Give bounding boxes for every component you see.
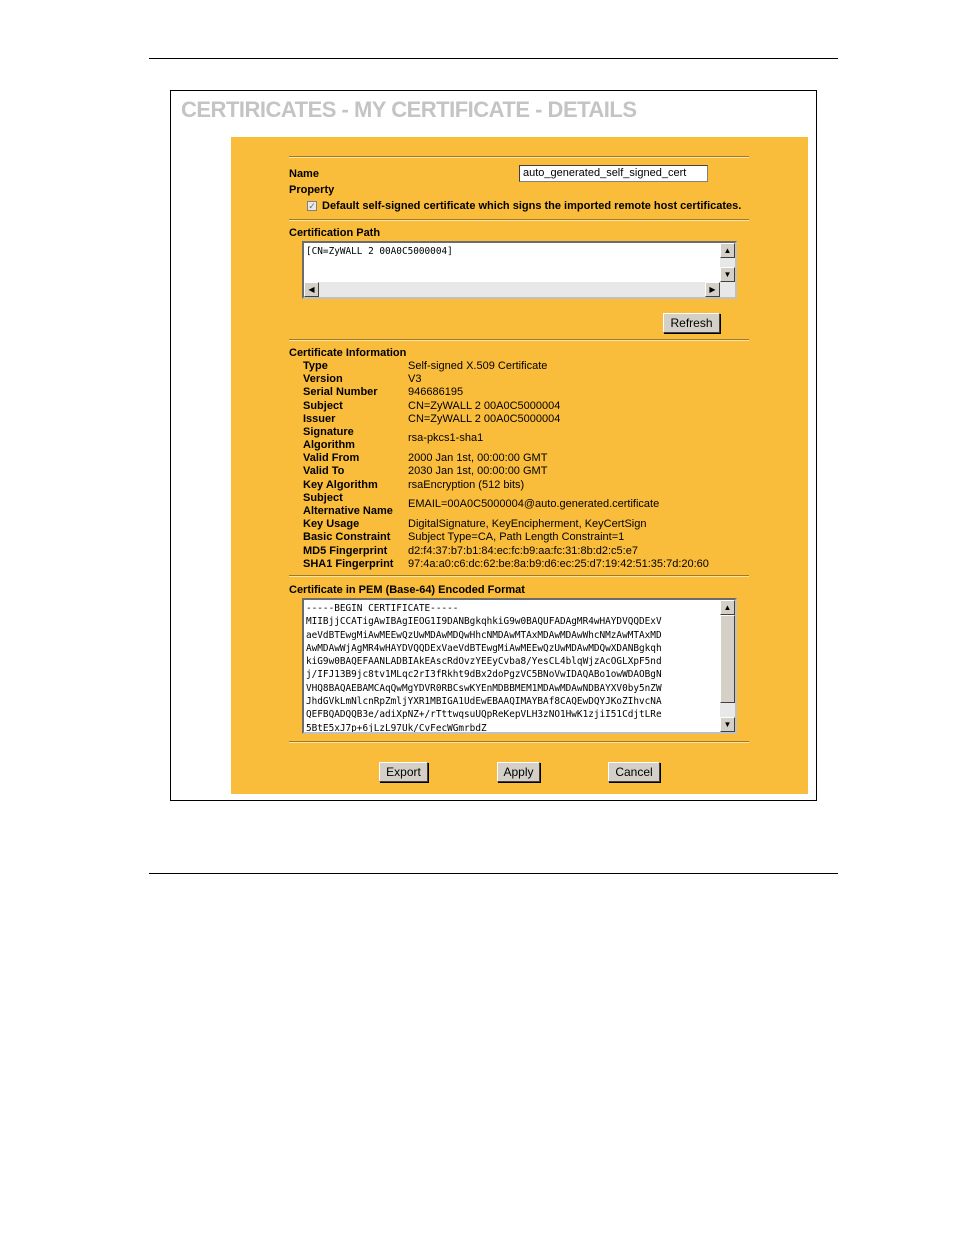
- cert-field-value: 2030 Jan 1st, 00:00:00 GMT: [408, 465, 548, 477]
- scroll-left-icon[interactable]: ◀: [304, 282, 319, 297]
- cert-field-label: Basic Constraint: [303, 531, 391, 543]
- cert-field-value: d2:f4:37:b7:b1:84:ec:fc:b9:aa:fc:31:8b:d2:c5:e7: [408, 545, 638, 557]
- cert-field-value: CN=ZyWALL 2 00A0C5000004: [408, 400, 561, 412]
- certificate-details-panel: [231, 137, 808, 794]
- scroll-up-icon[interactable]: ▲: [720, 600, 735, 615]
- refresh-button[interactable]: Refresh: [663, 313, 720, 333]
- pem-line: QEFBQADQQB3e/adiXpNZ+/rTttwqsuUQpReKepVLH3zNO1HwK1zjiI51CdjtLRe: [306, 709, 662, 721]
- certification-path-label: Certification Path: [289, 227, 381, 239]
- cert-field-label: Algorithm: [303, 439, 355, 451]
- divider: [289, 339, 749, 341]
- page-top-rule: [149, 58, 838, 59]
- scroll-up-icon[interactable]: ▲: [720, 243, 735, 258]
- cancel-button[interactable]: Cancel: [608, 762, 660, 782]
- cert-field-value: Subject Type=CA, Path Length Constraint=1: [408, 531, 625, 543]
- pem-line: aeVdBTEwgMiAwMEEwQzUwMDAwMDQwHhcNMDAwMTAxMDAwMDAwWhcNMzAwMTAxMD: [306, 629, 662, 641]
- divider: [289, 156, 749, 158]
- property-label: Property: [289, 184, 335, 196]
- scroll-down-icon[interactable]: ▼: [720, 717, 735, 732]
- pem-label: Certificate in PEM (Base-64) Encoded Format: [289, 584, 525, 596]
- cert-field-label: Subject: [303, 492, 343, 504]
- scroll-right-icon[interactable]: ▶: [705, 282, 720, 297]
- cert-field-label: Version: [303, 373, 343, 385]
- pem-line: AwMDAwWjAgMR4wHAYDVQQDExVaeVdBTEwgMiAwMEEwQzUwMDAwMDQwXDANBgkqh: [306, 642, 662, 654]
- cert-field-label: SHA1 Fingerprint: [303, 558, 394, 570]
- cert-field-label: Key Usage: [303, 518, 360, 530]
- pem-line: 5BtE5xJ7p+6jLzL97Uk/CvFecWGmrbdZ: [306, 722, 487, 732]
- cert-field-label: Alternative Name: [303, 505, 393, 517]
- pem-line: j/IFJ13B9jc8tv1MLqc2rI3fRkht9dBx2doPgzVC5BNoVwIDAQABo1owWDAOBgN: [306, 669, 662, 681]
- cert-field-label: Issuer: [303, 413, 336, 425]
- scroll-down-icon[interactable]: ▼: [720, 267, 735, 282]
- cert-field-value: 97:4a:a0:c6:dc:62:be:8a:b9:d6:ec:25:d7:19:42:51:35:7d:20:60: [408, 558, 709, 570]
- cert-field-label: Valid To: [303, 465, 345, 477]
- cert-field-label: Key Algorithm: [303, 479, 378, 491]
- cert-field-value: 946686195: [408, 386, 464, 398]
- cert-field-label: MD5 Fingerprint: [303, 545, 388, 557]
- cert-field-value: V3: [408, 373, 422, 385]
- divider: [289, 219, 749, 221]
- cert-field-label: Type: [303, 360, 328, 372]
- divider: [289, 575, 749, 577]
- apply-button[interactable]: Apply: [497, 762, 540, 782]
- name-label: Name: [289, 168, 319, 180]
- cert-field-label: Signature: [303, 426, 354, 438]
- cert-field-value: rsaEncryption (512 bits): [408, 479, 525, 491]
- certification-path-vscrollbar[interactable]: [720, 243, 735, 297]
- page-bottom-rule: [149, 873, 838, 874]
- default-self-signed-label: Default self-signed certificate which signs the imported remote host certificates.: [322, 200, 742, 212]
- cert-field-value: CN=ZyWALL 2 00A0C5000004: [408, 413, 561, 425]
- pem-textarea[interactable]: [302, 598, 737, 734]
- cert-field-label: Valid From: [303, 452, 360, 464]
- certificate-information-label: Certificate Information: [289, 347, 407, 359]
- certification-path-textarea[interactable]: [302, 241, 737, 299]
- page-title: CERTIRICATES - MY CERTIFICATE - DETAILS: [181, 97, 637, 122]
- pem-vscrollbar[interactable]: [720, 600, 735, 732]
- pem-line: -----BEGIN CERTIFICATE-----: [306, 603, 459, 614]
- cert-field-value: Self-signed X.509 Certificate: [408, 360, 548, 372]
- cert-field-value: EMAIL=00A0C5000004@auto.generated.certificate: [408, 498, 660, 510]
- pem-line: JhdGVkLmNlcnRpZmljYXR1MBIGA1UdEwEBAAQIMAYBAf8CAQEwDQYJKoZIhvcNA: [306, 696, 662, 708]
- scroll-thumb[interactable]: [720, 615, 735, 703]
- default-self-signed-checkbox[interactable]: ✓: [308, 201, 316, 211]
- cert-field-label: Subject: [303, 400, 343, 412]
- pem-line: kiG9w0BAQEFAANLADBIAkEAscRdOvzYEEyCvba8/YesCL4blqWjzAcOGLXpF5nd: [306, 656, 662, 668]
- divider: [289, 741, 749, 743]
- certification-path-text: [CN=ZyWALL 2 00A0C5000004]: [306, 246, 453, 257]
- certification-path-hscrollbar[interactable]: [304, 282, 720, 297]
- pem-line: VHQ8BAQAEBAMCAqQwMgYDVR0RBCswKYEnMDBBMEM1MDAwMDAwNDBAYXV0by5nZW: [306, 682, 662, 694]
- cert-field-value: rsa-pkcs1-sha1: [408, 432, 484, 444]
- pem-text-area: [306, 602, 720, 732]
- name-field[interactable]: auto_generated_self_signed_cert: [519, 165, 708, 182]
- cert-field-label: Serial Number: [303, 386, 378, 398]
- export-button[interactable]: Export: [379, 762, 428, 782]
- pem-line: MIIBjjCCATigAwIBAgIEOG1I9DANBgkqhkiG9w0BAQUFADAgMR4wHAYDVQQDExV: [306, 616, 662, 628]
- cert-field-value: DigitalSignature, KeyEncipherment, KeyCertSign: [408, 518, 647, 530]
- cert-field-value: 2000 Jan 1st, 00:00:00 GMT: [408, 452, 548, 464]
- screenshot-frame: [170, 90, 817, 801]
